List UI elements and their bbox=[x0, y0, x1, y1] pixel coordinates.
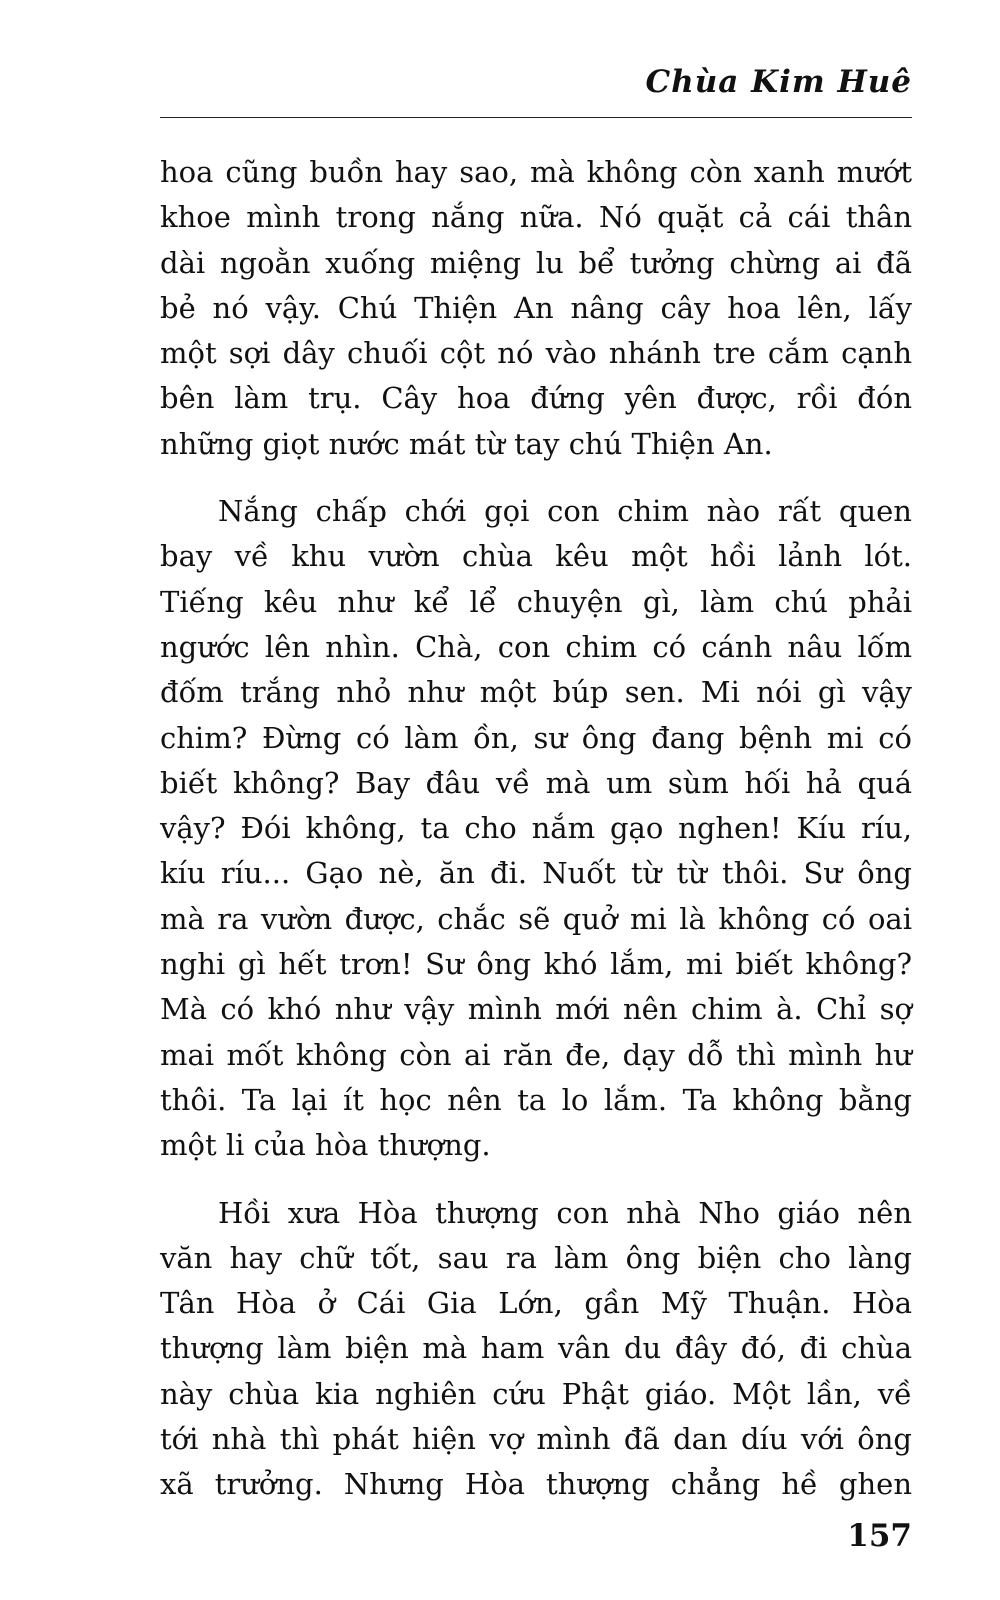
text-line: bay về khu vườn chùa kêu một hồi lảnh lót. bbox=[160, 539, 912, 574]
text-line: tới nhà thì phát hiện vợ mình đã dan díu với ông bbox=[160, 1422, 912, 1457]
text-line: Nắng chấp chới gọi con chim nào rất quen bbox=[218, 494, 912, 529]
text-line: xã trưởng. Nhưng Hòa thượng chẳng hề ghen bbox=[160, 1467, 912, 1502]
text-line: một sợi dây chuối cột nó vào nhánh tre cắm cạnh bbox=[160, 336, 912, 371]
text-line: bẻ nó vậy. Chú Thiện An nâng cây hoa lên, lấy bbox=[160, 290, 912, 325]
text-line: Tiếng kêu như kể lể chuyện gì, làm chú phải bbox=[160, 584, 912, 619]
text-line: biết không? Bay đâu về mà um sùm hối hả quá bbox=[160, 765, 912, 800]
text-line: Tân Hòa ở Cái Gia Lớn, gần Mỹ Thuận. Hòa bbox=[160, 1286, 912, 1321]
text-line: vậy? Đói không, ta cho nắm gạo nghen! Kíu ríu, bbox=[160, 811, 912, 846]
paragraph-gap bbox=[160, 1169, 912, 1191]
text-line: dài ngoằn xuống miệng lu bể tưởng chừng ai đã bbox=[160, 245, 912, 280]
body-text bbox=[160, 150, 912, 1508]
text-line: đốm trắng nhỏ như một búp sen. Mi nói gì vậy bbox=[160, 675, 912, 710]
text-line: nghi gì hết trơn! Sư ông khó lắm, mi biết không? bbox=[160, 947, 912, 982]
text-line: bên làm trụ. Cây hoa đứng yên được, rồi đón bbox=[160, 381, 912, 416]
text-line: này chùa kia nghiên cứu Phật giáo. Một lần, về bbox=[160, 1376, 912, 1411]
text-line: chim? Đừng có làm ồn, sư ông đang bệnh mi có bbox=[160, 720, 912, 755]
text-line: Hồi xưa Hòa thượng con nhà Nho giáo nên bbox=[218, 1195, 912, 1230]
page-number: 157 bbox=[847, 1518, 912, 1554]
text-line: văn hay chữ tốt, sau ra làm ông biện cho làng bbox=[160, 1240, 912, 1275]
text-line: thượng làm biện mà ham vân du đây đó, đi chùa bbox=[160, 1331, 912, 1366]
text-line: một li của hòa thượng. bbox=[160, 1128, 491, 1163]
paragraph bbox=[160, 150, 912, 467]
text-line: hoa cũng buồn hay sao, mà không còn xanh mướt bbox=[160, 155, 912, 189]
text-line: những giọt nước mát từ tay chú Thiện An. bbox=[160, 426, 773, 461]
paragraph bbox=[160, 1191, 912, 1508]
text-line: mai mốt không còn ai răn đe, dạy dỗ thì mình hư bbox=[160, 1037, 912, 1072]
header-rule bbox=[160, 117, 912, 118]
text-line: ngước lên nhìn. Chà, con chim có cánh nâu lốm bbox=[160, 629, 912, 664]
text-line: mà ra vườn được, chắc sẽ quở mi là không có oai bbox=[160, 901, 912, 936]
paragraph bbox=[160, 489, 912, 1168]
paragraph-gap bbox=[160, 467, 912, 489]
text-line: khoe mình trong nắng nữa. Nó quặt cả cái thân bbox=[160, 200, 912, 235]
text-line: Mà có khó như vậy mình mới nên chim à. Chỉ sợ bbox=[160, 992, 912, 1027]
running-header: Chùa Kim Huê bbox=[645, 64, 912, 100]
text-line: kíu ríu... Gạo nè, ăn đi. Nuốt từ từ thôi. Sư ông bbox=[160, 856, 912, 891]
text-line: thôi. Ta lại ít học nên ta lo lắm. Ta không bằng bbox=[160, 1082, 912, 1117]
